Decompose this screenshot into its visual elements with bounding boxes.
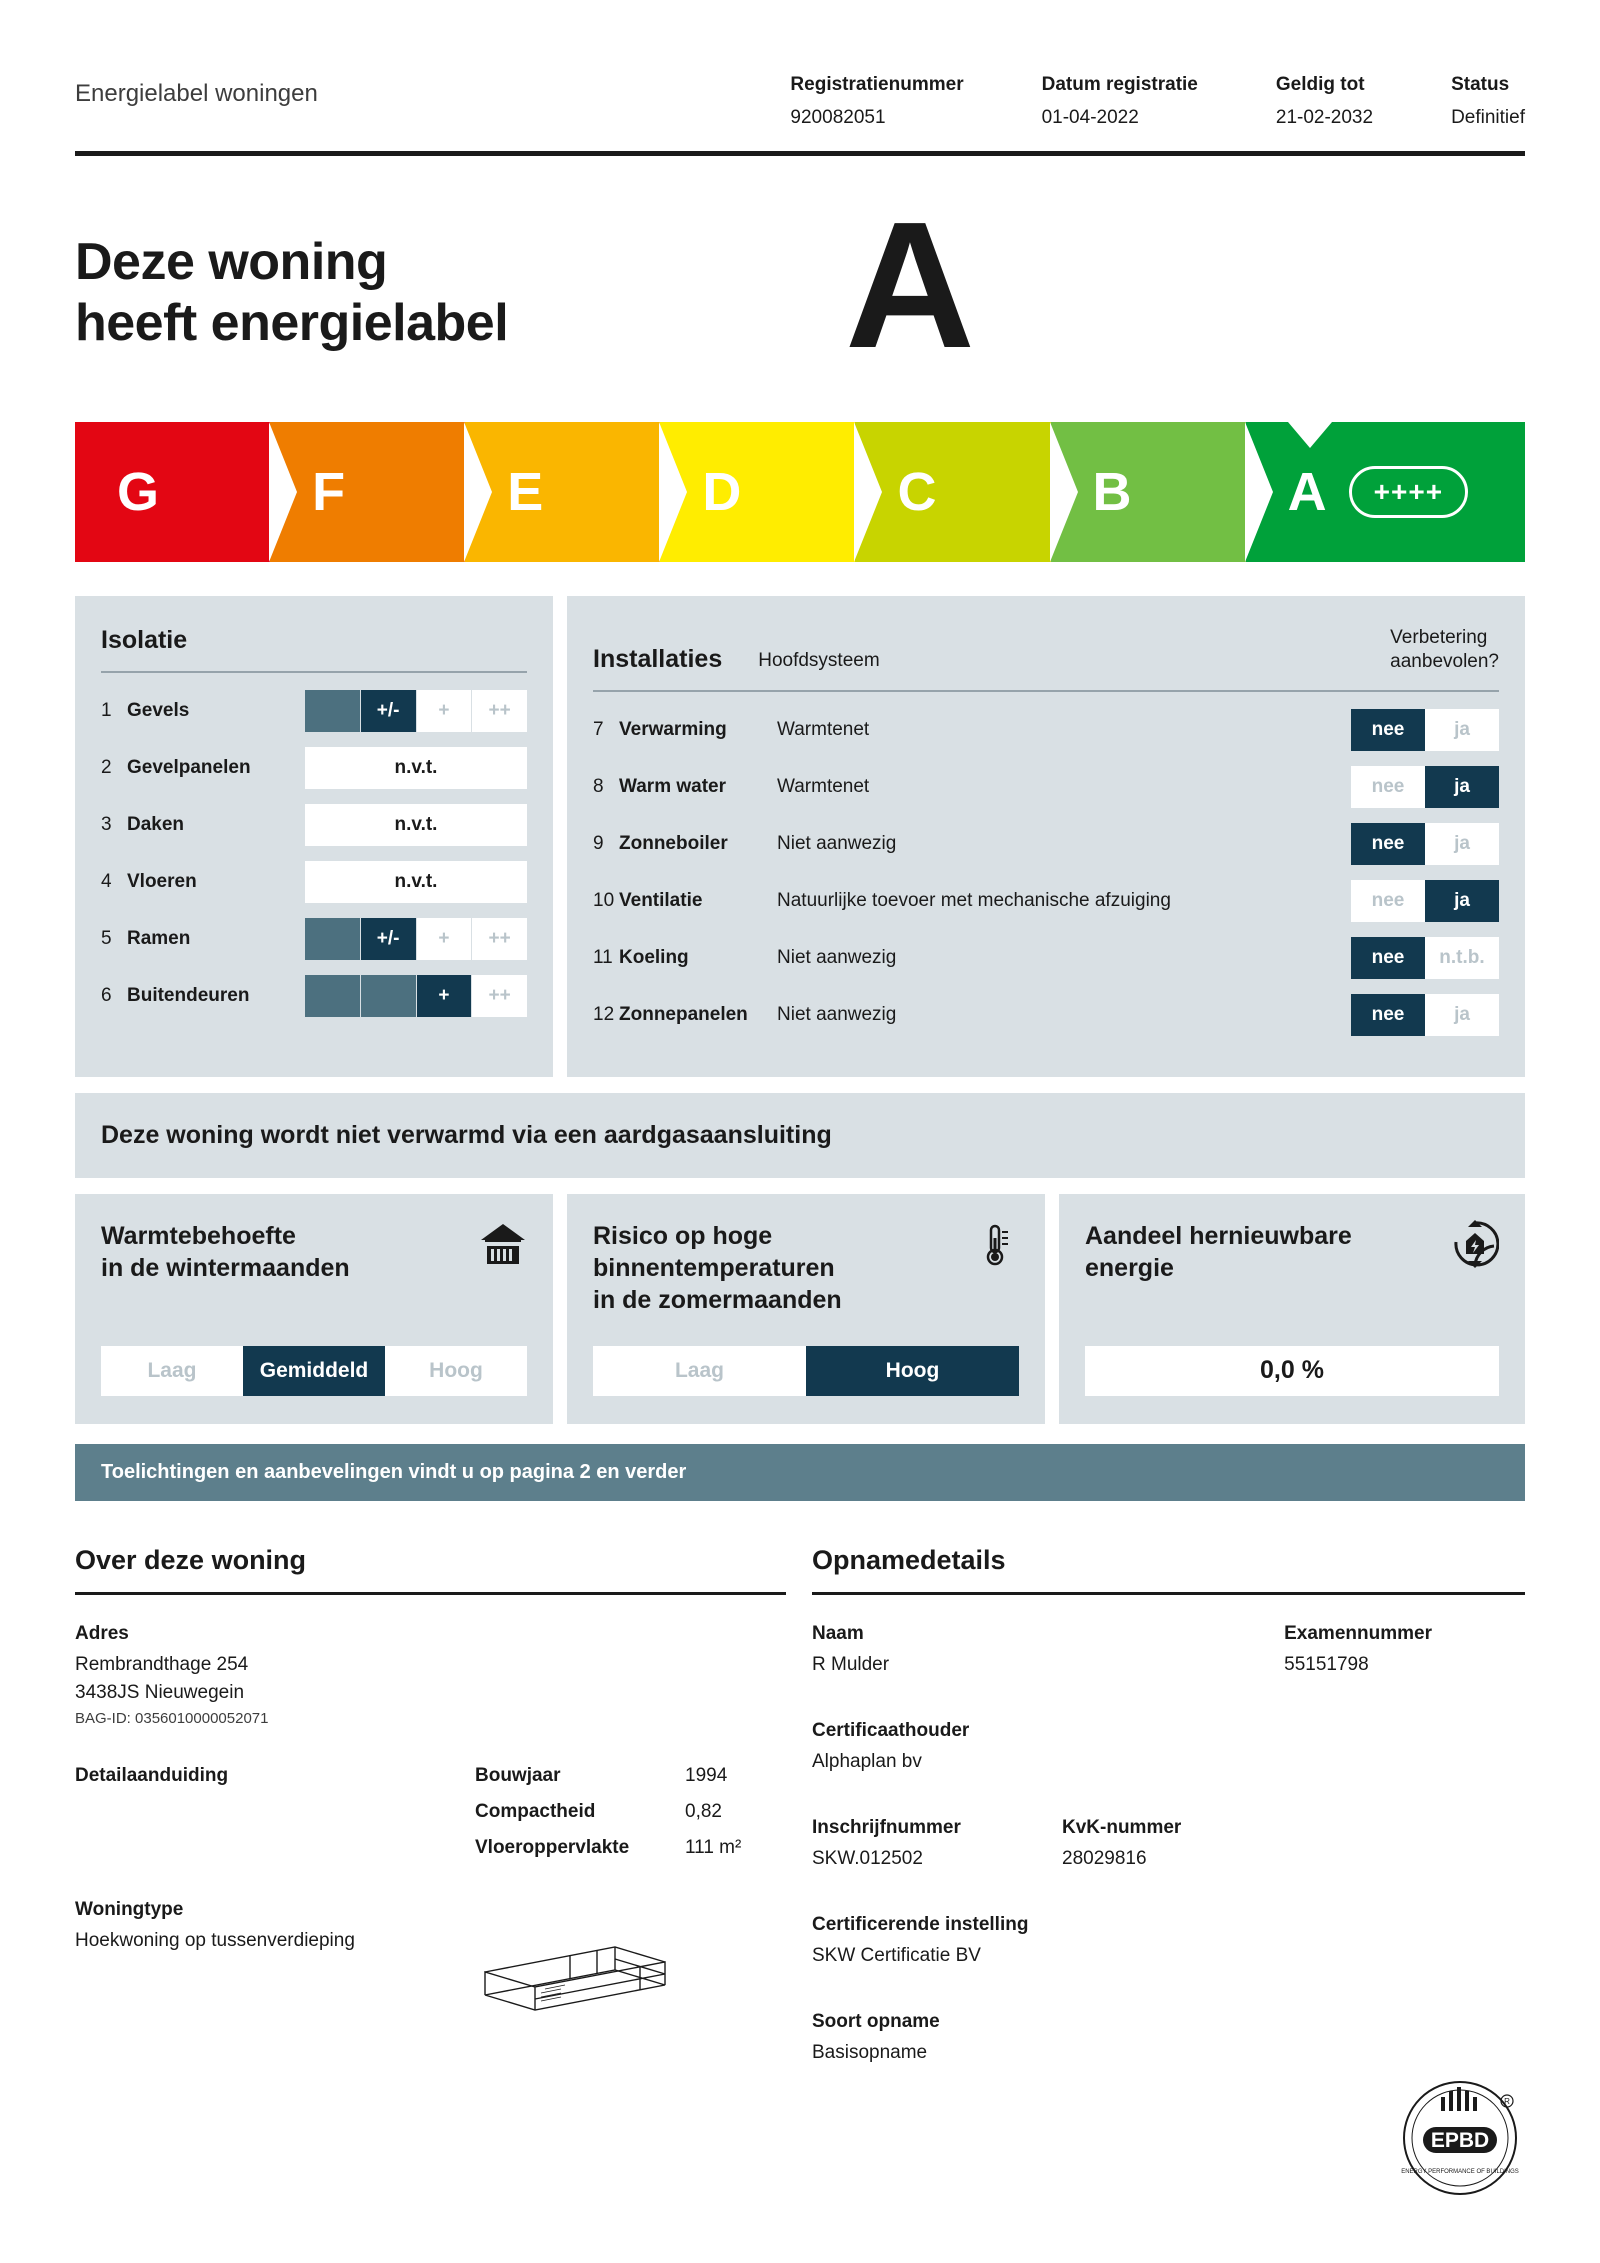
- adres-line-2: 3438JS Nieuwegein: [75, 1681, 245, 1703]
- certificerende-instelling-value: SKW Certificatie BV: [812, 1944, 981, 1966]
- card-title-line-2: in de wintermaanden: [101, 1253, 350, 1282]
- page-reference-bar: Toelichtingen en aanbevelingen vindt u op pagina 2 en verder: [75, 1444, 1525, 1501]
- fact-value: 111 m²: [685, 1836, 742, 1858]
- option-gemiddeld: Gemiddeld: [243, 1346, 385, 1396]
- panel-subtitle-hoofdsysteem: Hoofdsysteem: [758, 649, 880, 671]
- meta-geldig-tot: [1276, 74, 1373, 129]
- option-hoog: Hoog: [806, 1346, 1019, 1396]
- meta-value: 920082051: [790, 107, 886, 128]
- hernieuwbare-energie-value: 0,0 %: [1085, 1346, 1499, 1396]
- rating-widget: [305, 918, 527, 960]
- card-risico-binnentemperatuur: [567, 1194, 1045, 1424]
- rating-cell-3: +: [417, 975, 473, 1017]
- verbetering-widget: [1351, 880, 1499, 922]
- verbetering-ja: n.t.b.: [1439, 946, 1485, 968]
- scale-label: F: [312, 462, 346, 522]
- soort-opname-value: Basisopname: [812, 2041, 928, 2063]
- fact-vloeroppervlakte: [475, 1837, 786, 1859]
- scale-label: D: [702, 462, 742, 522]
- label-claim: [75, 185, 1525, 386]
- verbetering-nee: nee: [1351, 823, 1425, 865]
- row-label: Gevelpanelen: [127, 757, 251, 778]
- kvk-label: KvK-nummer: [1062, 1816, 1182, 1838]
- row-label: Warm water: [619, 775, 726, 797]
- rating-cell-1: [305, 690, 361, 732]
- house-diagram-icon: [475, 1915, 675, 2025]
- rating-cell-4: ++: [488, 700, 511, 721]
- scale-segment-e: [465, 422, 660, 562]
- document-title: Energielabel woningen: [75, 80, 318, 107]
- row-system: Niet aanwezig: [777, 832, 897, 854]
- section-over-deze-woning: [75, 1545, 786, 2070]
- scale-plus-badge: ++++: [1349, 466, 1468, 518]
- row-number: 5: [101, 928, 112, 949]
- verbetering-widget: [1351, 766, 1499, 808]
- spacer: [812, 1973, 1525, 2011]
- panel-isolatie-header: [101, 626, 527, 673]
- rating-cell-1: [305, 918, 361, 960]
- section-opnamedetails: [812, 1545, 1525, 2070]
- naam-label: Naam: [812, 1622, 864, 1644]
- verbetering-nee: nee: [1371, 775, 1405, 797]
- rating-nvt: n.v.t.: [305, 861, 527, 903]
- detailaanduiding-label: Detailaanduiding: [75, 1764, 229, 1786]
- examennummer-value: 55151798: [1284, 1653, 1369, 1675]
- svg-text:ENERGY PERFORMANCE OF BUILDING: ENERGY PERFORMANCE OF BUILDINGS: [1401, 2169, 1519, 2175]
- certificaathouder-label: Certificaathouder: [812, 1719, 970, 1741]
- verbetering-widget: [1351, 994, 1499, 1036]
- row-number: 8: [593, 775, 604, 797]
- row-label: Ventilatie: [619, 889, 703, 911]
- rating-cell-3: +: [417, 690, 473, 732]
- rating-cell-3: +: [417, 918, 473, 960]
- fact-compactheid: [475, 1801, 786, 1823]
- spacer: [812, 1682, 1525, 1720]
- risico-options: [593, 1346, 1019, 1396]
- row-number: 9: [593, 832, 604, 854]
- row-system: Niet aanwezig: [777, 1003, 897, 1025]
- fact-key: Bouwjaar: [475, 1764, 561, 1786]
- adres-label: Adres: [75, 1622, 129, 1644]
- row-system: Warmtenet: [777, 775, 870, 797]
- warmtebehoefte-options: [101, 1346, 527, 1396]
- certificerende-instelling-label: Certificerende instelling: [812, 1913, 1029, 1935]
- row-system: Natuurlijke toevoer met mechanische afzuiging: [777, 889, 1171, 911]
- rating-cell-4: ++: [488, 985, 511, 1006]
- facts-block: [475, 1765, 786, 1873]
- thermometer-icon: [971, 1220, 1019, 1268]
- section-title: Opnamedetails: [812, 1544, 1006, 1575]
- row-number: 11: [593, 946, 613, 968]
- woningtype-value: Hoekwoning op tussenverdieping: [75, 1929, 355, 1951]
- verbetering-ja: ja: [1454, 718, 1470, 740]
- rating-nvt: n.v.t.: [305, 747, 527, 789]
- header-meta-group: [790, 60, 1525, 129]
- installatie-row-ventilatie: [593, 879, 1499, 923]
- rating-widget: [305, 861, 527, 903]
- meta-label: Status: [1451, 74, 1510, 95]
- installatie-row-warm-water: [593, 765, 1499, 809]
- certificaathouder-value: Alphaplan bv: [812, 1750, 922, 1772]
- energy-scale: [75, 422, 1525, 562]
- spacer: [75, 1727, 786, 1765]
- row-number: 6: [101, 985, 112, 1006]
- kvk-block: [1062, 1817, 1312, 1876]
- card-title-line-1: Aandeel hernieuwbare: [1085, 1221, 1352, 1250]
- about-grid: [75, 1765, 786, 1873]
- row-label: Vloeren: [127, 871, 197, 892]
- panel-installaties: [567, 596, 1525, 1077]
- scale-segment-a: [1246, 422, 1525, 562]
- scale-arrow-notch: [269, 422, 297, 562]
- claim-line-1: Deze woning: [75, 232, 388, 291]
- row-number: 1: [101, 700, 112, 721]
- page-header: [75, 60, 1525, 151]
- woningtype-block: [75, 1899, 475, 1958]
- row-number: 7: [593, 718, 604, 740]
- indicator-cards: [75, 1194, 1525, 1424]
- woningtype-label: Woningtype: [75, 1898, 184, 1920]
- rating-widget: [305, 804, 527, 846]
- row-number: 10: [593, 889, 615, 911]
- meta-datum-registratie: [1042, 74, 1198, 129]
- verbetering-line-2: aanbevolen?: [1390, 650, 1499, 672]
- opname-naam-row: [812, 1623, 1525, 1682]
- meta-registratienummer: [790, 74, 963, 129]
- verbetering-widget: [1351, 709, 1499, 751]
- fact-bouwjaar: [475, 1765, 786, 1787]
- examennummer-label: Examennummer: [1284, 1622, 1432, 1644]
- verbetering-nee: nee: [1351, 994, 1425, 1036]
- verbetering-ja: ja: [1454, 832, 1470, 854]
- scale-arrow-notch: [854, 422, 882, 562]
- row-label: Ramen: [127, 928, 191, 949]
- verbetering-nee: nee: [1351, 709, 1425, 751]
- row-label: Daken: [127, 814, 185, 835]
- scale-label: G: [117, 462, 160, 522]
- card-title-line-2: energie: [1085, 1253, 1174, 1282]
- panel-title: Isolatie: [101, 626, 188, 654]
- fact-key: Compactheid: [475, 1800, 596, 1822]
- scale-label: B: [1092, 462, 1132, 522]
- installatie-row-verwarming: [593, 708, 1499, 752]
- card-hernieuwbare-energie: [1059, 1194, 1525, 1424]
- renewable-icon: [1451, 1220, 1499, 1268]
- meta-label: Registratienummer: [790, 74, 964, 95]
- isolatie-row-vloeren: [101, 860, 527, 904]
- card-title: [101, 1220, 527, 1346]
- woningtype-row: [75, 1899, 786, 2025]
- kvk-value: 28029816: [1062, 1847, 1147, 1869]
- card-title: [593, 1220, 1019, 1346]
- naam-block: [812, 1623, 1284, 1682]
- scale-segment-g: [75, 422, 270, 562]
- scale-arrow-notch: [1245, 422, 1273, 562]
- section-divider: [812, 1592, 1525, 1595]
- option-laag: Laag: [147, 1358, 197, 1382]
- row-number: 12: [593, 1003, 615, 1025]
- option-hoog: Hoog: [429, 1358, 483, 1382]
- opname-inschrijf-row: [812, 1817, 1525, 1876]
- row-number: 2: [101, 757, 112, 778]
- verbetering-nee: nee: [1351, 937, 1425, 979]
- panel-installaties-header: [593, 626, 1499, 692]
- rating-cell-2: +/-: [361, 690, 417, 732]
- rating-nvt: n.v.t.: [305, 804, 527, 846]
- examennummer-block: [1284, 1623, 1525, 1682]
- verbetering-line-1: Verbetering: [1390, 627, 1488, 648]
- rating-widget: [305, 690, 527, 732]
- scale-current-marker: [1288, 422, 1332, 448]
- adres-line-1: Rembrandthage 254: [75, 1653, 249, 1675]
- fact-value: 1994: [685, 1764, 728, 1786]
- row-label: Buitendeuren: [127, 985, 250, 1006]
- scale-arrow-notch: [464, 422, 492, 562]
- installatie-row-zonneboiler: [593, 822, 1499, 866]
- detail-panels: [75, 596, 1525, 1077]
- installatie-row-koeling: [593, 936, 1499, 980]
- gas-banner: Deze woning wordt niet verwarmd via een aardgasaansluiting: [75, 1093, 1525, 1178]
- energy-label-letter: A: [845, 185, 975, 386]
- claim-line-2: heeft energielabel: [75, 294, 509, 352]
- fact-value: 0,82: [685, 1800, 722, 1822]
- verbetering-widget: [1351, 937, 1499, 979]
- epbd-logo-icon: [1395, 2073, 1525, 2203]
- meta-label: Geldig tot: [1275, 74, 1365, 95]
- section-divider: [75, 1592, 786, 1595]
- inschrijfnummer-label: Inschrijfnummer: [812, 1816, 961, 1838]
- meta-label: Datum registratie: [1041, 74, 1198, 95]
- card-title-line-3: in de zomermaanden: [593, 1285, 842, 1314]
- row-label: Koeling: [619, 946, 689, 968]
- inschrijfnummer-value: SKW.012502: [812, 1847, 923, 1869]
- verbetering-nee: nee: [1371, 889, 1405, 911]
- bottom-sections: [75, 1545, 1525, 2070]
- installatie-row-zonnepanelen: [593, 993, 1499, 1037]
- card-title-line-1: Risico op hoge: [593, 1221, 773, 1250]
- scale-segment-f: [270, 422, 465, 562]
- panel-isolatie: [75, 596, 553, 1077]
- isolatie-row-gevels: [101, 689, 527, 733]
- soort-opname-label: Soort opname: [812, 2010, 940, 2032]
- naam-value: R Mulder: [812, 1653, 890, 1675]
- row-label: Gevels: [127, 700, 190, 721]
- isolatie-row-gevelpanelen: [101, 746, 527, 790]
- rating-widget: [305, 747, 527, 789]
- verbetering-widget: [1351, 823, 1499, 865]
- spacer: [812, 1779, 1525, 1817]
- svg-text:R: R: [1504, 2097, 1510, 2106]
- row-label: Zonneboiler: [619, 832, 728, 854]
- rating-cell-2: +/-: [361, 918, 417, 960]
- row-system: Warmtenet: [777, 718, 870, 740]
- card-title: [1085, 1220, 1499, 1346]
- row-label: Verwarming: [619, 718, 727, 740]
- row-system: Niet aanwezig: [777, 946, 897, 968]
- meta-value: 21-02-2032: [1275, 107, 1374, 128]
- scale-label: C: [897, 462, 937, 522]
- option-laag: Laag: [674, 1358, 724, 1382]
- card-title-line-1: Warmtebehoefte: [101, 1221, 296, 1250]
- header-divider: [75, 151, 1525, 156]
- meta-value: Definitief: [1451, 107, 1525, 128]
- scale-segment-c: [855, 422, 1050, 562]
- fact-key: Vloeroppervlakte: [475, 1836, 630, 1858]
- rating-cell-2: [361, 975, 417, 1017]
- isolatie-row-ramen: [101, 917, 527, 961]
- inschrijfnummer-block: [812, 1817, 1062, 1876]
- row-number: 4: [101, 871, 112, 892]
- card-title-line-2: binnentemperaturen: [593, 1253, 835, 1282]
- meta-value: 01-04-2022: [1041, 107, 1139, 128]
- house-heat-icon: [479, 1220, 527, 1268]
- detailaanduiding-block: [75, 1765, 475, 1873]
- scale-arrow-notch: [659, 422, 687, 562]
- isolatie-row-buitendeuren: [101, 974, 527, 1018]
- rating-cell-4: ++: [488, 928, 511, 949]
- scale-arrow-notch: [1050, 422, 1078, 562]
- scale-segment-d: [660, 422, 855, 562]
- panel-subtitle-verbetering: [1390, 626, 1499, 674]
- isolatie-row-daken: [101, 803, 527, 847]
- rating-cell-1: [305, 975, 361, 1017]
- bag-id: BAG-ID: 0356010000052071: [75, 1709, 269, 1727]
- verbetering-ja: ja: [1425, 880, 1499, 922]
- scale-label: E: [507, 462, 544, 522]
- row-label: Zonnepanelen: [619, 1003, 748, 1025]
- spacer: [812, 1876, 1525, 1914]
- epbd-logo-text: EPBD: [1430, 2129, 1490, 2152]
- scale-label: A: [1287, 462, 1327, 522]
- verbetering-ja: ja: [1454, 1003, 1470, 1025]
- card-warmtebehoefte: [75, 1194, 553, 1424]
- panel-title: Installaties: [593, 644, 723, 673]
- meta-status: [1451, 74, 1525, 129]
- rating-widget: [305, 975, 527, 1017]
- row-number: 3: [101, 814, 112, 835]
- section-title: Over deze woning: [75, 1544, 307, 1575]
- scale-segment-b: [1051, 422, 1246, 562]
- verbetering-ja: ja: [1425, 766, 1499, 808]
- claim-text: [75, 232, 835, 355]
